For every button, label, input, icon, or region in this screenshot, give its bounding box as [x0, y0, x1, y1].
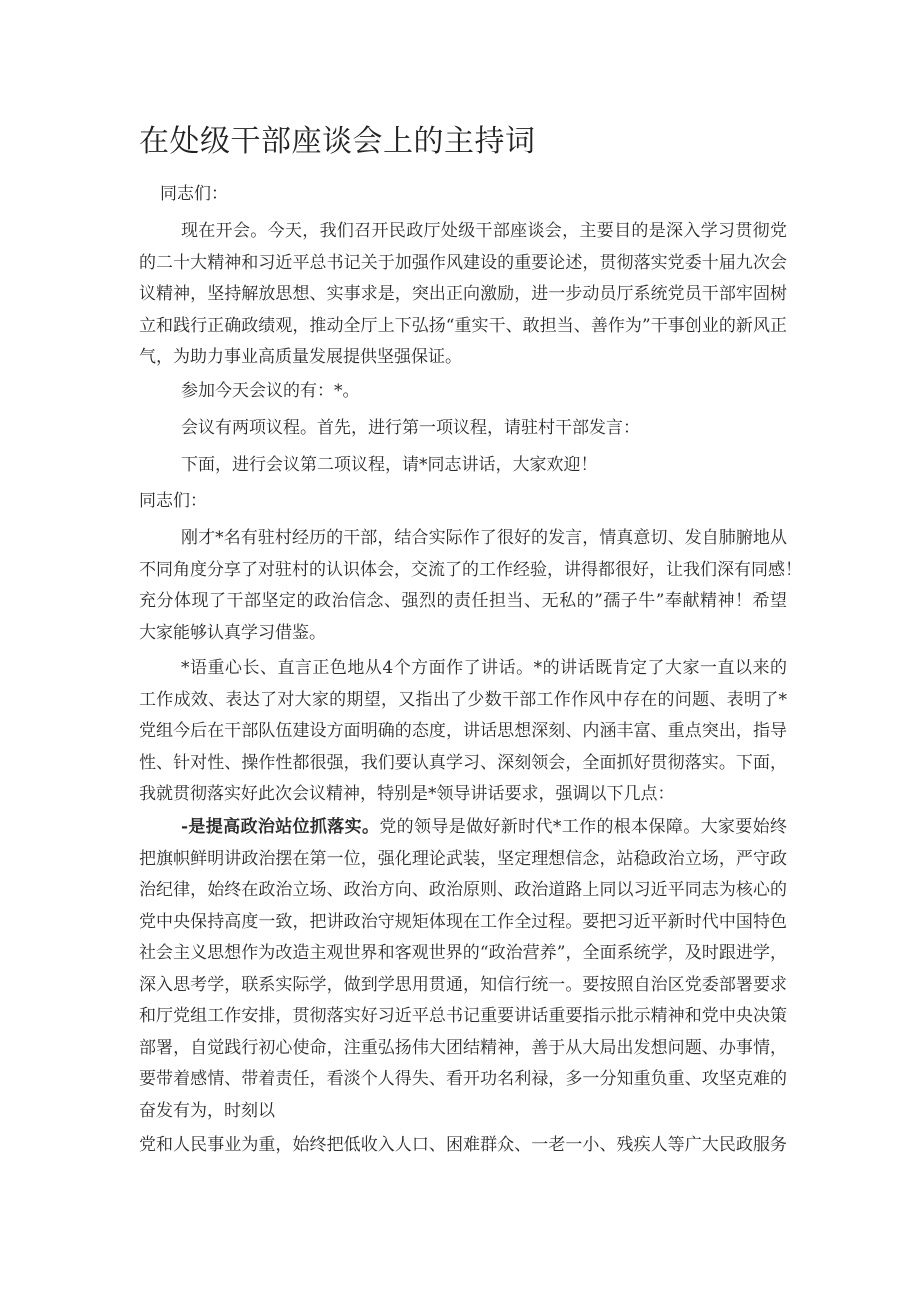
- paragraph-line: 下面，进行会议第二项议程，请*同志讲话，大家欢迎！: [181, 455, 598, 475]
- paragraph-line: 工作成效、表达了对大家的期望，又指出了少数干部工作作风中存在的问题、表明了*: [139, 689, 787, 710]
- greeting-text: 同志们：: [160, 184, 228, 204]
- paragraph-line: 党组今后在干部队伍建设方面明确的态度，讲话思想深刻、内涵丰富、重点突出，指导: [139, 721, 787, 741]
- paragraph-line: 和厅党组工作安排，贯彻落实好习近平总书记重要讲话重要指示批示精神和党中央决策: [139, 1006, 787, 1026]
- paragraph-line: [139, 812, 787, 844]
- paragraph-line: 治纪律，始终在政治立场、政治方向、政治原则、政治道路上同以习近平同志为核心的: [139, 880, 787, 900]
- paragraph-line: 我就贯彻落实好此次会议精神，特别是*领导讲话要求，强调以下几点：: [139, 784, 675, 804]
- paragraph-line: 部署，自觉践行初心使命，注重弘扬伟大团结精神，善于从大局出发想问题、办事情，: [139, 1037, 787, 1058]
- paragraph-line: 党中央保持高度一致，把讲政治守规矩体现在工作全过程。要把习近平新时代中国特色: [139, 911, 787, 932]
- paragraph-review: [139, 523, 802, 649]
- paragraph-line: 气，为助力事业高质量发展提供坚强保证。: [139, 347, 462, 367]
- paragraph-line: 社会主义思想作为改造主观世界和客观世界的“政治营养”，全面系统学，及时跟进学，: [139, 943, 787, 963]
- paragraph-opening: [139, 216, 787, 374]
- paragraph-agenda: [139, 413, 787, 445]
- greeting-1: [139, 179, 787, 211]
- paragraph-attendees: [139, 376, 787, 408]
- paragraph-line: 参加今天会议的有：*。: [181, 381, 360, 401]
- paragraph-line: 深入思考学，联系实际学，做到学思用贯通，知信行统一。要按照自治区党委部署要求: [139, 974, 787, 995]
- paragraph-text: 党的领导是做好新时代*工作的根本保障。大家要始终: [379, 817, 788, 837]
- paragraph-line: 的二十大精神和习近平总书记关于加强作风建设的重要论述，贯彻落实党委十届九次会: [139, 252, 787, 273]
- paragraph-line: 把旗帜鲜明讲政治摆在第一位，强化理论武装，坚定理想信念，站稳政治立场，严守政: [139, 848, 787, 869]
- paragraph-line: 要带着感情、带着责任，看淡个人得失、看开功名利禄，多一分知重负重、攻坚克难的: [139, 1069, 787, 1089]
- section-heading: -是提高政治站位抓落实。: [181, 817, 380, 837]
- paragraph-line: 不同角度分享了对驻村的认识体会，交流了的工作经验，讲得都很好，让我们深有同感！: [139, 559, 802, 580]
- paragraph-line: 会议有两项议程。首先，进行第一项议程，请驻村干部发言：: [181, 418, 640, 438]
- paragraph-line: 议精神，坚持解放思想、实事求是，突出正向激励，进一步动员厅系统党员干部牢固树: [139, 284, 787, 304]
- paragraph-line: 奋发有为，时刻以: [139, 1100, 275, 1121]
- paragraph-line: 立和践行正确政绩观，推动全厅上下弘扬“重实干、敢担当、善作为”干事创业的新风正: [139, 315, 787, 336]
- paragraph-line: 充分体现了干部坚定的政治信念、强烈的责任担当、无私的”孺子牛”奉献精神！希望: [139, 591, 787, 611]
- paragraph-summary: [139, 653, 787, 811]
- greeting-2: [139, 486, 787, 518]
- paragraph-second-item: [139, 450, 787, 482]
- paragraph-line: 刚才*名有驻村经历的干部，结合实际作了很好的发言，情真意切、发自肺腑地从: [181, 528, 787, 548]
- paragraph-line: 性、针对性、操作性都很强，我们要认真学习、深刻领会，全面抓好贯彻落实。下面，: [139, 752, 787, 773]
- paragraph-line: 大家能够认真学习借鉴。: [139, 622, 326, 643]
- paragraph-line: 党和人民事业为重，始终把低收入人口、困难群众、一老一小、残疾人等广大民政服务: [139, 1135, 787, 1155]
- paragraph-continuation: [139, 1130, 787, 1162]
- paragraph-line: *语重心长、直言正色地从4个方面作了讲话。*的讲话既肯定了大家一直以来的: [181, 658, 787, 678]
- document-title: 在处级干部座谈会上的主持词: [139, 124, 536, 159]
- paragraph-political-standing: [139, 812, 787, 1127]
- paragraph-line: 现在开会。今天，我们召开民政厅处级干部座谈会，主要目的是深入学习贯彻党: [181, 221, 787, 241]
- greeting-text: 同志们：: [139, 491, 207, 511]
